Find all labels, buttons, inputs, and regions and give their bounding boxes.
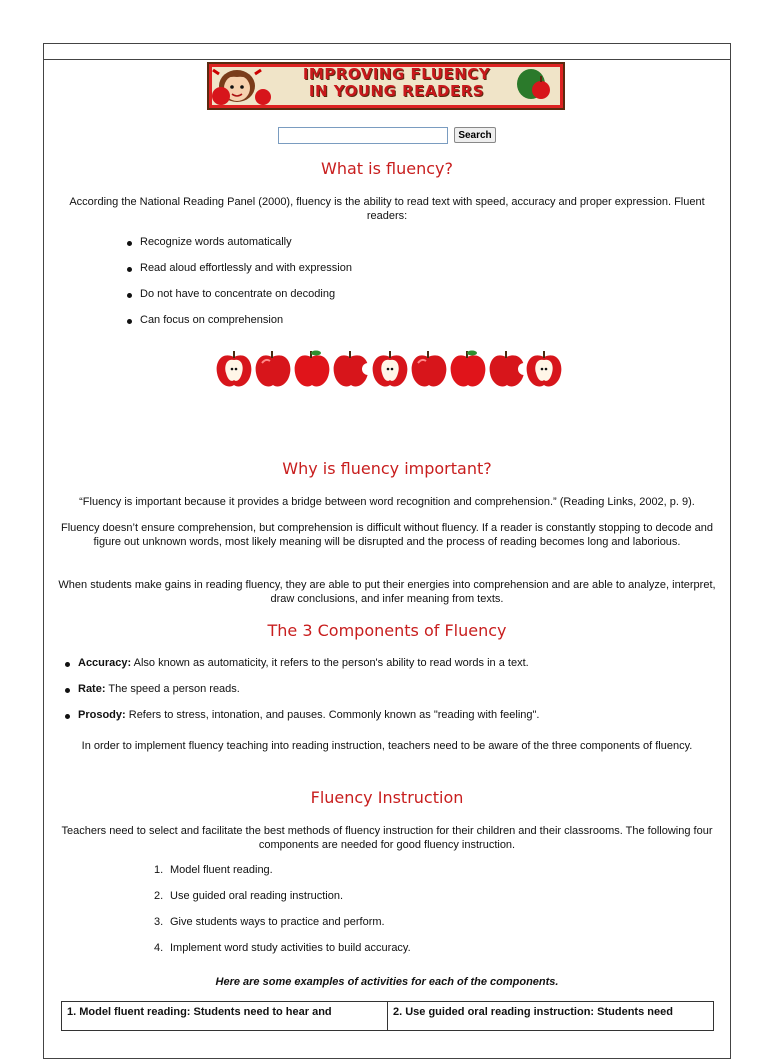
search-form (278, 127, 492, 145)
components-list (64, 657, 724, 721)
component-term: Rate: (78, 683, 106, 695)
why-paragraph-3: When students make gains in reading fluency, they are able to put their energies into comprehension and are able to analyze, interpret, draw conclusions, and infer meaning from texts. (58, 579, 716, 605)
heading-fluency-instruction: Fluency Instruction (310, 788, 464, 807)
components-closing: In order to implement fluency teaching into reading instruction, teachers need to be aware of the three components of fluency. (81, 740, 693, 752)
apple-side-icon (256, 351, 291, 387)
list-item (154, 942, 411, 954)
step-number: 3. (154, 916, 164, 928)
component-term: Accuracy: (78, 657, 132, 669)
apple-side-icon (412, 351, 447, 387)
step-number: 2. (154, 890, 164, 902)
banner-title-line1: IMPROVING FLUENCY (302, 65, 491, 83)
list-item (64, 709, 724, 721)
heading-what-is-fluency: What is fluency? (321, 159, 453, 178)
step-text: Model fluent reading. (170, 864, 273, 876)
step-text: Give students ways to practice and perform. (170, 916, 385, 928)
heading-why-fluency-important: Why is fluency important? (282, 459, 492, 478)
tree-apple-icon (517, 68, 557, 102)
list-item (154, 916, 411, 928)
girl-with-apple-icon (209, 64, 281, 106)
list-item: Recognize words automatically (126, 236, 352, 248)
list-item: Do not have to concentrate on decoding (126, 288, 352, 300)
list-item (64, 683, 724, 695)
banner-image (207, 62, 565, 110)
top-bar (43, 43, 731, 60)
why-quote: “Fluency is important because it provides a bridge between word recognition and comprehension.” (Reading Links, 2002, p. 9). (79, 496, 695, 508)
why-paragraph-2: Fluency doesn’t ensure comprehension, but comprehension is difficult without fluency. If a reader is constantly stopping to decode and figure out unknown words, most likely meaning will be disrupted and the process of reading becomes long and laborious. (60, 522, 714, 548)
step-text: Use guided oral reading instruction. (170, 890, 344, 902)
what-intro: According the National Reading Panel (2000), fluency is the ability to read text with speed, accuracy and proper expression. Fluent readers: (69, 196, 705, 222)
list-item (154, 890, 411, 902)
component-text: The speed a person reads. (105, 683, 240, 695)
list-item: Can focus on comprehension (126, 314, 352, 326)
apple-icon (295, 351, 330, 387)
instruction-steps (154, 864, 411, 954)
heading-three-components: The 3 Components of Fluency (267, 621, 507, 640)
apple-bitten-icon (334, 351, 374, 387)
search-input[interactable] (278, 127, 448, 144)
step-number: 1. (154, 864, 164, 876)
apple-icon (451, 351, 486, 387)
list-item: Read aloud effortlessly and with expression (126, 262, 352, 274)
component-text: Refers to stress, intonation, and pauses. Commonly known as "reading with feeling". (125, 709, 540, 721)
banner-title (289, 66, 504, 100)
apple-core-icon (527, 351, 562, 387)
step-text: Implement word study activities to build accuracy. (170, 942, 411, 954)
what-bullet-list (126, 236, 352, 326)
activities-table (61, 1001, 714, 1031)
instruction-intro: Teachers need to select and facilitate the best methods of fluency instruction for their children and their classrooms. The following four components are needed for good fluency instruction. (61, 825, 713, 851)
table-cell: 2. Use guided oral reading instruction: Students need (393, 1006, 673, 1018)
step-number: 4. (154, 942, 164, 954)
apple-core-icon (373, 351, 408, 387)
table-cell: 1. Model fluent reading: Students need to hear and (62, 1002, 388, 1030)
apple-divider (213, 349, 563, 391)
apple-core-icon (217, 351, 252, 387)
search-button[interactable]: Search (454, 127, 496, 143)
component-term: Prosody: (78, 709, 126, 721)
component-text: Also known as automaticity, it refers to the person's ability to read words in a text. (131, 657, 529, 669)
apple-bitten-icon (490, 351, 530, 387)
list-item (64, 657, 724, 669)
list-item (154, 864, 411, 876)
examples-note: Here are some examples of activities for each of the components. (215, 976, 559, 988)
banner-title-line2: IN YOUNG READERS (308, 82, 485, 100)
